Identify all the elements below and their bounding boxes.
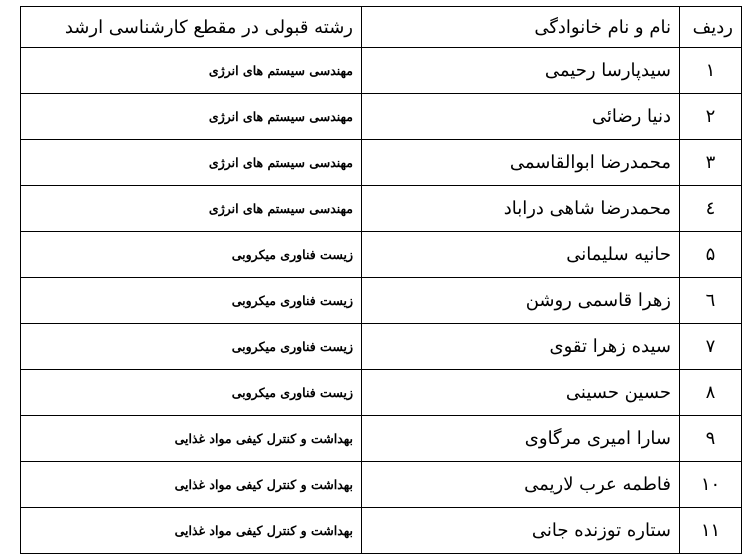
row-number: ۵ <box>680 232 742 278</box>
row-number: ۷ <box>680 324 742 370</box>
accepted-field: بهداشت و کنترل کیفی مواد غذایی <box>21 508 362 554</box>
accepted-field: زیست فناوری میکروبی <box>21 370 362 416</box>
accepted-field: زیست فناوری میکروبی <box>21 278 362 324</box>
table-row <box>21 232 742 278</box>
header-number: ردیف <box>680 7 742 48</box>
table-row <box>21 186 742 232</box>
row-number: ۱۰ <box>680 462 742 508</box>
row-number: ۸ <box>680 370 742 416</box>
header-name: نام و نام خانوادگی <box>362 7 680 48</box>
table-header-row <box>21 7 742 48</box>
row-number: ۱ <box>680 48 742 94</box>
admissions-table <box>20 6 742 554</box>
table-row <box>21 370 742 416</box>
student-name: سارا امیری مرگاوی <box>362 416 680 462</box>
student-name: زهرا قاسمی روشن <box>362 278 680 324</box>
row-number: ٦ <box>680 278 742 324</box>
student-name: فاطمه عرب لاریمی <box>362 462 680 508</box>
table-row <box>21 508 742 554</box>
row-number: ۳ <box>680 140 742 186</box>
accepted-field: بهداشت و کنترل کیفی مواد غذایی <box>21 462 362 508</box>
student-name: حانیه سلیمانی <box>362 232 680 278</box>
table-row <box>21 48 742 94</box>
table-row <box>21 94 742 140</box>
accepted-field: مهندسی سیستم های انرژی <box>21 186 362 232</box>
accepted-field: مهندسی سیستم های انرژی <box>21 48 362 94</box>
table-row <box>21 324 742 370</box>
accepted-field: مهندسی سیستم های انرژی <box>21 140 362 186</box>
table-row <box>21 140 742 186</box>
student-name: دنیا رضائی <box>362 94 680 140</box>
header-field: رشته قبولی در مقطع کارشناسی ارشد <box>21 7 362 48</box>
accepted-field: بهداشت و کنترل کیفی مواد غذایی <box>21 416 362 462</box>
table-row <box>21 462 742 508</box>
student-name: ستاره توزنده جانی <box>362 508 680 554</box>
student-name: محمدرضا ابوالقاسمی <box>362 140 680 186</box>
row-number: ۱۱ <box>680 508 742 554</box>
student-name: سیدپارسا رحیمی <box>362 48 680 94</box>
row-number: ۹ <box>680 416 742 462</box>
row-number: ٤ <box>680 186 742 232</box>
student-name: سیده زهرا تقوی <box>362 324 680 370</box>
accepted-field: زیست فناوری میکروبی <box>21 232 362 278</box>
row-number: ۲ <box>680 94 742 140</box>
student-name: محمدرضا شاهی دراباد <box>362 186 680 232</box>
accepted-field: مهندسی سیستم های انرژی <box>21 94 362 140</box>
table-row <box>21 416 742 462</box>
accepted-field: زیست فناوری میکروبی <box>21 324 362 370</box>
table-row <box>21 278 742 324</box>
student-name: حسین حسینی <box>362 370 680 416</box>
